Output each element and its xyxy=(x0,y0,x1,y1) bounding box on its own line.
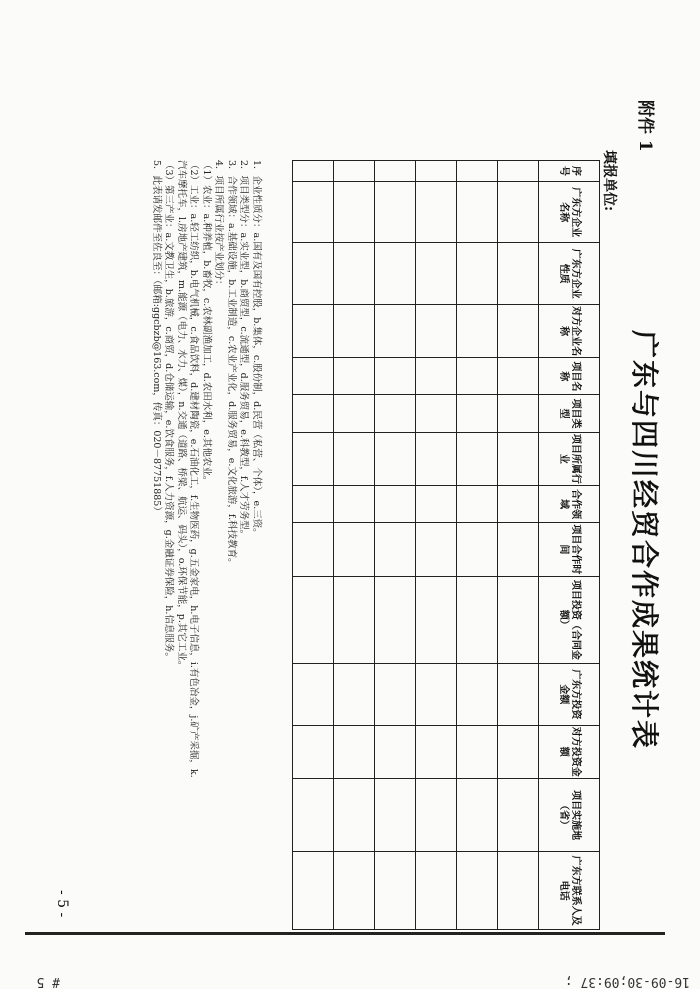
table-cell[interactable] xyxy=(498,432,539,485)
note-line: 汽车摩托车，l.房地产建筑，m.能源（电力、水力、煤），n.交通（道路、桥梁、航运、码头），o.环保节能，p.其它工业。 xyxy=(176,160,187,671)
table-cell[interactable] xyxy=(416,852,457,930)
table-header-row xyxy=(539,161,600,930)
table-cell[interactable] xyxy=(293,852,334,930)
note-line: （3）第三产业：a.文教卫生，b.旅游，c.商贸，d.仓储运输，e.饮食服务，f.人力资源，g.金融证券保险，h.信息服务。 xyxy=(163,160,175,662)
table-cell[interactable] xyxy=(293,778,334,851)
table-cell[interactable] xyxy=(498,243,539,304)
table-cell[interactable] xyxy=(416,664,457,725)
note-line: 4．项目所属行业按产业划分： xyxy=(213,160,225,290)
table-row xyxy=(293,161,334,930)
table-cell[interactable] xyxy=(416,395,457,432)
table-cell[interactable] xyxy=(334,486,375,523)
table-cell[interactable] xyxy=(375,304,416,357)
column-header: 项目名称 xyxy=(539,358,600,395)
table-cell[interactable] xyxy=(375,161,416,182)
table-cell[interactable] xyxy=(416,161,457,182)
table-cell[interactable] xyxy=(416,304,457,357)
fax-page-mark xyxy=(37,974,60,989)
table-cell[interactable] xyxy=(293,523,334,576)
table-cell[interactable] xyxy=(334,395,375,432)
table-cell[interactable] xyxy=(293,486,334,523)
table-cell[interactable] xyxy=(416,523,457,576)
table-cell[interactable] xyxy=(498,725,539,778)
notes-section xyxy=(150,160,263,930)
note-line: 1．企业性质分：a.国有及国有控股，b.集体，c.股份制，d.民营（私营、个体），e.三资。 xyxy=(251,160,262,538)
table-cell[interactable] xyxy=(498,358,539,395)
table-cell[interactable] xyxy=(457,304,498,357)
page-title: 广东与四川经贸合作成果统计表 xyxy=(628,330,661,751)
table-cell[interactable] xyxy=(375,358,416,395)
table-cell[interactable] xyxy=(457,358,498,395)
page-number: - 5 - xyxy=(54,890,70,918)
table-cell[interactable] xyxy=(375,852,416,930)
table-cell[interactable] xyxy=(375,182,416,243)
table-cell[interactable] xyxy=(334,725,375,778)
table-cell[interactable] xyxy=(498,778,539,851)
table-cell[interactable] xyxy=(375,725,416,778)
table-cell[interactable] xyxy=(293,432,334,485)
note-line: （2）工业：a.轻工纺织，b.电气机械，c.食品饮料，d.建材陶瓷，e.石油化工，f.生物医药，g.五金家电，h.电子信息，i.有色冶金，j.矿产采掘，k. xyxy=(188,160,200,778)
table-cell[interactable] xyxy=(498,395,539,432)
column-header: 广东方联系人及电话 xyxy=(539,852,600,930)
table-row xyxy=(375,161,416,930)
column-header: 广东方投资金额 xyxy=(539,664,600,725)
table-cell[interactable] xyxy=(293,395,334,432)
column-header: 广东方企业名称 xyxy=(539,182,600,243)
column-header: 项目实施地（省） xyxy=(539,778,600,851)
column-header: 项目合作时间 xyxy=(539,523,600,576)
fax-page-number: # 5 xyxy=(36,974,60,989)
table-cell[interactable] xyxy=(334,576,375,664)
column-header: 广东方企业性质 xyxy=(539,243,600,304)
table-cell[interactable] xyxy=(293,576,334,664)
column-header: 项目投资（合同金额） xyxy=(539,576,600,664)
table-cell[interactable] xyxy=(416,725,457,778)
table-cell[interactable] xyxy=(334,523,375,576)
table-cell[interactable] xyxy=(457,778,498,851)
note-line: 2．项目类型分：a.实业型，b.商贸型，c.流通型，d.服务贸易，e.科教型，f.人才劳务型。 xyxy=(238,160,250,540)
bottom-rule xyxy=(25,932,665,935)
column-header: 序号 xyxy=(539,161,600,182)
table-cell[interactable] xyxy=(293,182,334,243)
table-cell[interactable] xyxy=(334,304,375,357)
table-cell[interactable] xyxy=(293,243,334,304)
table-cell[interactable] xyxy=(334,161,375,182)
statistics-table xyxy=(292,160,600,930)
table-cell[interactable] xyxy=(375,778,416,851)
table-cell[interactable] xyxy=(375,486,416,523)
note-line: 5．此表请发邮件至佐良至：（邮箱:ggcbzb@163.com，传真：020－87751885） xyxy=(151,160,162,516)
table-cell[interactable] xyxy=(375,576,416,664)
table-cell[interactable] xyxy=(498,486,539,523)
table-cell[interactable] xyxy=(293,725,334,778)
table-cell[interactable] xyxy=(457,395,498,432)
table-cell[interactable] xyxy=(334,358,375,395)
table-cell[interactable] xyxy=(293,664,334,725)
table-cell[interactable] xyxy=(498,161,539,182)
table-cell[interactable] xyxy=(375,432,416,485)
table-cell[interactable] xyxy=(293,304,334,357)
table-cell[interactable] xyxy=(416,432,457,485)
column-header: 合作领域 xyxy=(539,486,600,523)
column-header: 对方投资金额 xyxy=(539,725,600,778)
table-cell[interactable] xyxy=(498,664,539,725)
table-cell[interactable] xyxy=(293,161,334,182)
table-cell[interactable] xyxy=(334,432,375,485)
table-row xyxy=(416,161,457,930)
table-cell[interactable] xyxy=(498,304,539,357)
table-cell[interactable] xyxy=(457,725,498,778)
table-cell[interactable] xyxy=(416,243,457,304)
table-cell[interactable] xyxy=(457,161,498,182)
table-cell[interactable] xyxy=(498,182,539,243)
column-header: 项目类型 xyxy=(539,395,600,432)
table-cell[interactable] xyxy=(498,852,539,930)
table-cell[interactable] xyxy=(457,576,498,664)
table-cell[interactable] xyxy=(416,486,457,523)
table-cell[interactable] xyxy=(498,523,539,576)
table-row xyxy=(334,161,375,930)
table-cell[interactable] xyxy=(457,486,498,523)
column-header: 对方企业名称 xyxy=(539,304,600,357)
table-cell[interactable] xyxy=(498,576,539,664)
table-cell[interactable] xyxy=(457,664,498,725)
table-cell[interactable] xyxy=(334,243,375,304)
table-cell[interactable] xyxy=(457,243,498,304)
table-cell[interactable] xyxy=(416,778,457,851)
table-cell[interactable] xyxy=(457,852,498,930)
table-cell[interactable] xyxy=(334,182,375,243)
table-cell[interactable] xyxy=(375,523,416,576)
table-cell[interactable] xyxy=(416,358,457,395)
fax-header xyxy=(565,974,690,989)
table-cell[interactable] xyxy=(334,778,375,851)
table-cell[interactable] xyxy=(334,852,375,930)
table-cell[interactable] xyxy=(457,182,498,243)
filler-unit-label: 填报单位: xyxy=(601,150,617,212)
table-cell[interactable] xyxy=(293,358,334,395)
fax-timestamp: 16-09-30;09:37 ; xyxy=(564,974,690,989)
table-cell[interactable] xyxy=(416,576,457,664)
table-cell[interactable] xyxy=(457,523,498,576)
table-body xyxy=(293,161,539,930)
annex-label: 附件 1 xyxy=(635,100,655,152)
note-line: （1）农业：a.种养植，b.畜牧，c.农林副渔加工，d.农田水利，e.其他农业。 xyxy=(201,160,212,486)
table-cell[interactable] xyxy=(375,395,416,432)
column-header: 项目所属行业 xyxy=(539,432,600,485)
table-cell[interactable] xyxy=(334,664,375,725)
table-cell[interactable] xyxy=(457,432,498,485)
table-cell[interactable] xyxy=(375,664,416,725)
table-cell[interactable] xyxy=(416,182,457,243)
table-row xyxy=(498,161,539,930)
table-row xyxy=(457,161,498,930)
note-line: 3．合作领域：a.基础设施，b.工业制造，c.农业产业化，d.服务贸易，e.文化旅游，f.科技教育。 xyxy=(226,160,237,568)
table-cell[interactable] xyxy=(375,243,416,304)
